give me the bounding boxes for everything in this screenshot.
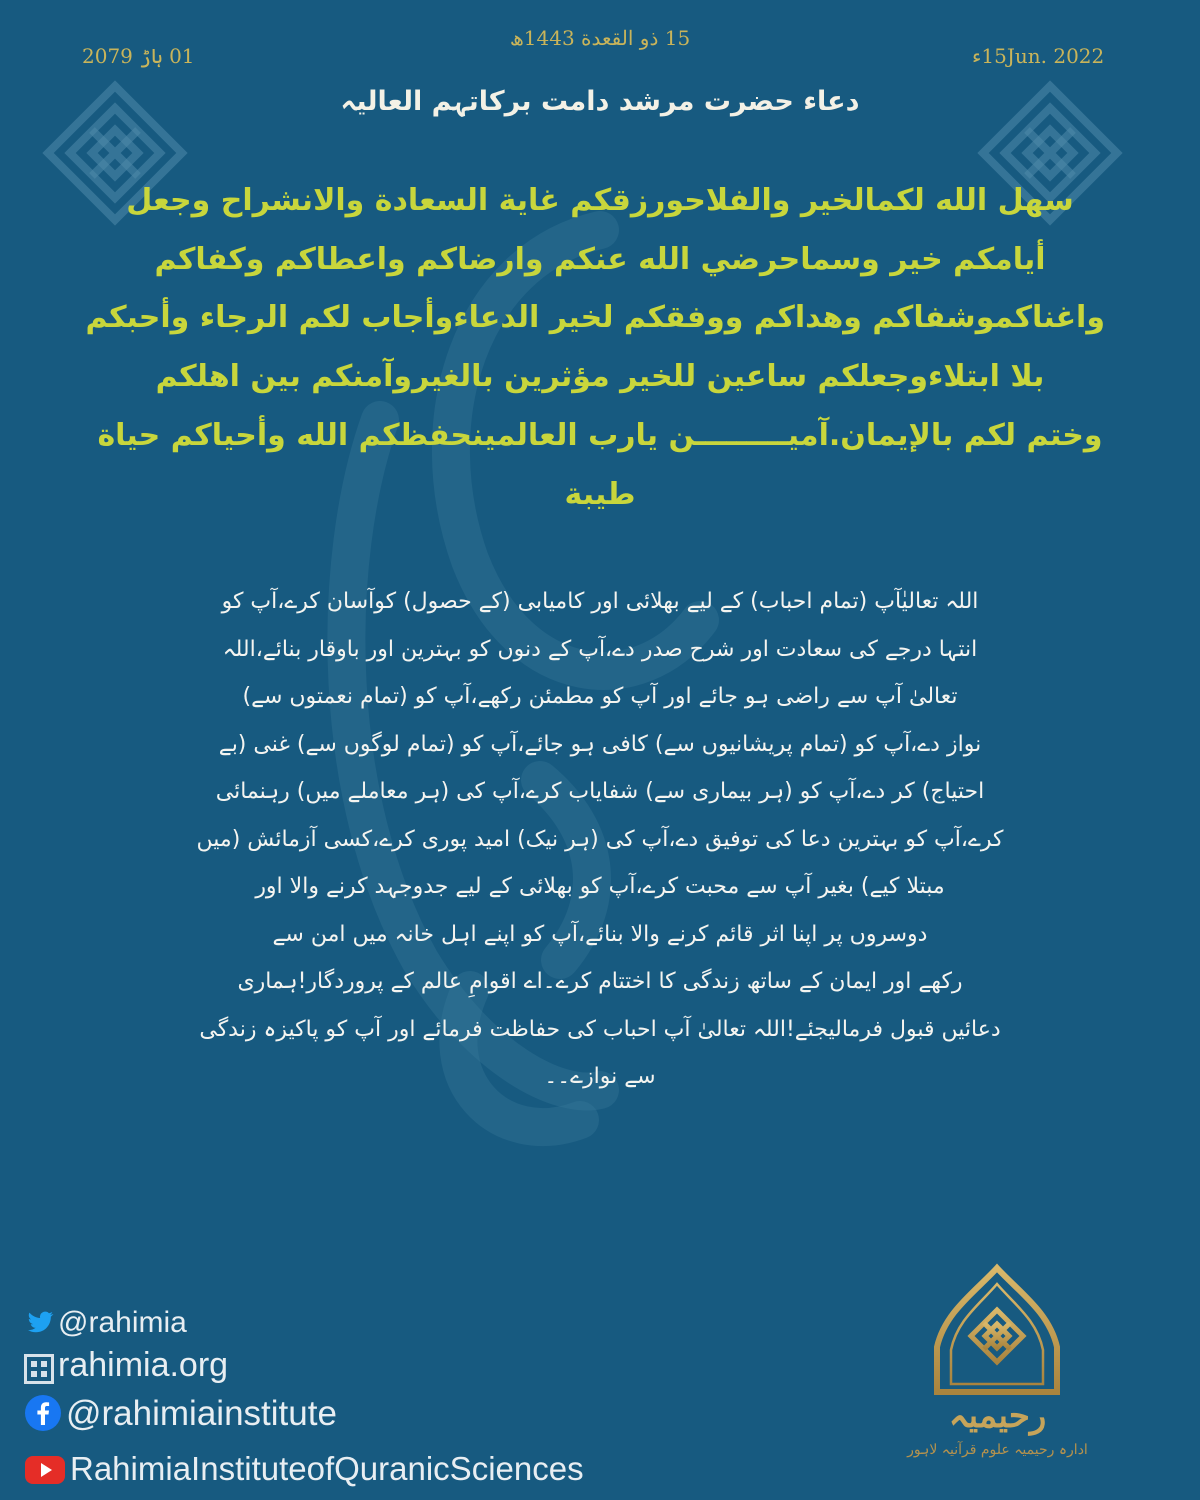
facebook-link[interactable] — [24, 1394, 424, 1440]
arabic-line: أيامكم خير وسماحرضي الله عنكم وارضاكم واعطاكم وكفاكم — [154, 241, 1046, 277]
arabic-line: وختم لكم بالإيمان.آميـــــــــن يارب العالمينحفظكم الله وأحياكم حياة — [97, 417, 1103, 453]
hijri-date: 15 ذو القعدة 1443ھ — [509, 26, 691, 50]
twitter-handle: @rahimia — [58, 1306, 187, 1339]
urdu-line: مبتلا کیے) بغیر آپ سے محبت کرے،آپ کو بھلائی کے لیے جدوجہد کرنے والا اور — [255, 874, 945, 899]
urdu-line: کرے،آپ کو بہترین دعا کی توفیق دے،آپ کی (ہر نیک) امید پوری کرے،کسی آزمائش (میں — [196, 826, 1004, 852]
urdu-line: نواز دے،آپ کو (تمام پریشانیوں سے) کافی ہو جائے،آپ کو (تمام لوگوں سے) غنی (بے — [218, 731, 982, 757]
urdu-line: احتیاج) کر دے،آپ کو (ہر بیماری سے) شفایاب کرے،آپ کی (ہر معاملے میں) رہنمائی — [215, 779, 985, 804]
logo-wordmark: رحیمیہ — [948, 1396, 1047, 1436]
urdu-translation — [140, 578, 1060, 1101]
arabic-line: واغناكموشفاكم وهداكم ووفقكم لخير الدعاءوأجاب لكم الرجاء وأحبكم — [85, 300, 1105, 336]
youtube-play-icon — [24, 1455, 66, 1485]
urdu-line: اللہ تعالیٰآپ (تمام احباب) کے لیے بھلائی اور کامیابی (کے حصول) کوآسان کرے،آپ کو — [221, 589, 979, 614]
twitter-link[interactable] — [24, 1306, 324, 1346]
arabic-line: طيبة — [564, 476, 636, 512]
urdu-line: رکھے اور ایمان کے ساتھ زندگی کا اختتام کرے۔اے اقوامِ عالم کے پروردگار!ہماری — [237, 969, 963, 994]
urdu-line: تعالیٰ آپ سے راضی ہو جائے اور آپ کو مطمئن رکھے،آپ کو (تمام نعمتوں سے) — [242, 684, 958, 709]
urdu-line: دوسروں پر اپنا اثر قائم کرنے والا بنائے،آپ کو اپنے اہل خانہ میں امن سے — [272, 921, 928, 947]
facebook-icon — [24, 1394, 62, 1432]
facebook-handle: @rahimiainstitute — [66, 1394, 337, 1433]
website-link[interactable] — [24, 1346, 324, 1388]
web-grid-icon — [24, 1354, 54, 1384]
youtube-channel: RahimiaInstituteofQuranicSciences — [70, 1450, 584, 1487]
bikrami-date: 01 ہاڑ 2079 — [82, 44, 195, 68]
website-url: rahimia.org — [58, 1346, 229, 1384]
gregorian-date: 15Jun. 2022ء — [972, 44, 1105, 68]
twitter-bird-icon — [24, 1306, 56, 1338]
urdu-line: دعائیں قبول فرمالیجئے!اللہ تعالیٰ آپ احباب کی حفاظت فرمائے اور آپ کو پاکیزہ زندگی — [199, 1016, 1001, 1042]
arabic-prayer — [85, 172, 1105, 524]
urdu-line: انتہا درجے کی سعادت اور شرح صدر دے،آپ کے دنوں کو بہترین اور باوقار بنائے،اللہ — [222, 636, 978, 662]
logo-subtitle: ادارہ رحیمیہ علوم قرآنیہ لاہور — [907, 1442, 1088, 1458]
page-title: دعاء حضرت مرشد دامت برکاتہم العالیہ — [340, 86, 860, 117]
arabic-line: سهل الله لكمالخير والفلاحورزقكم غاية السعادة والانشراح وجعل — [126, 183, 1074, 218]
arabic-line: بلا ابتلاءوجعلكم ساعين للخير مؤثرين بالغيروآمنكم بين اهلكم — [155, 359, 1045, 395]
urdu-line: سے نوازے۔۔ — [544, 1064, 656, 1089]
youtube-link[interactable] — [24, 1450, 644, 1494]
